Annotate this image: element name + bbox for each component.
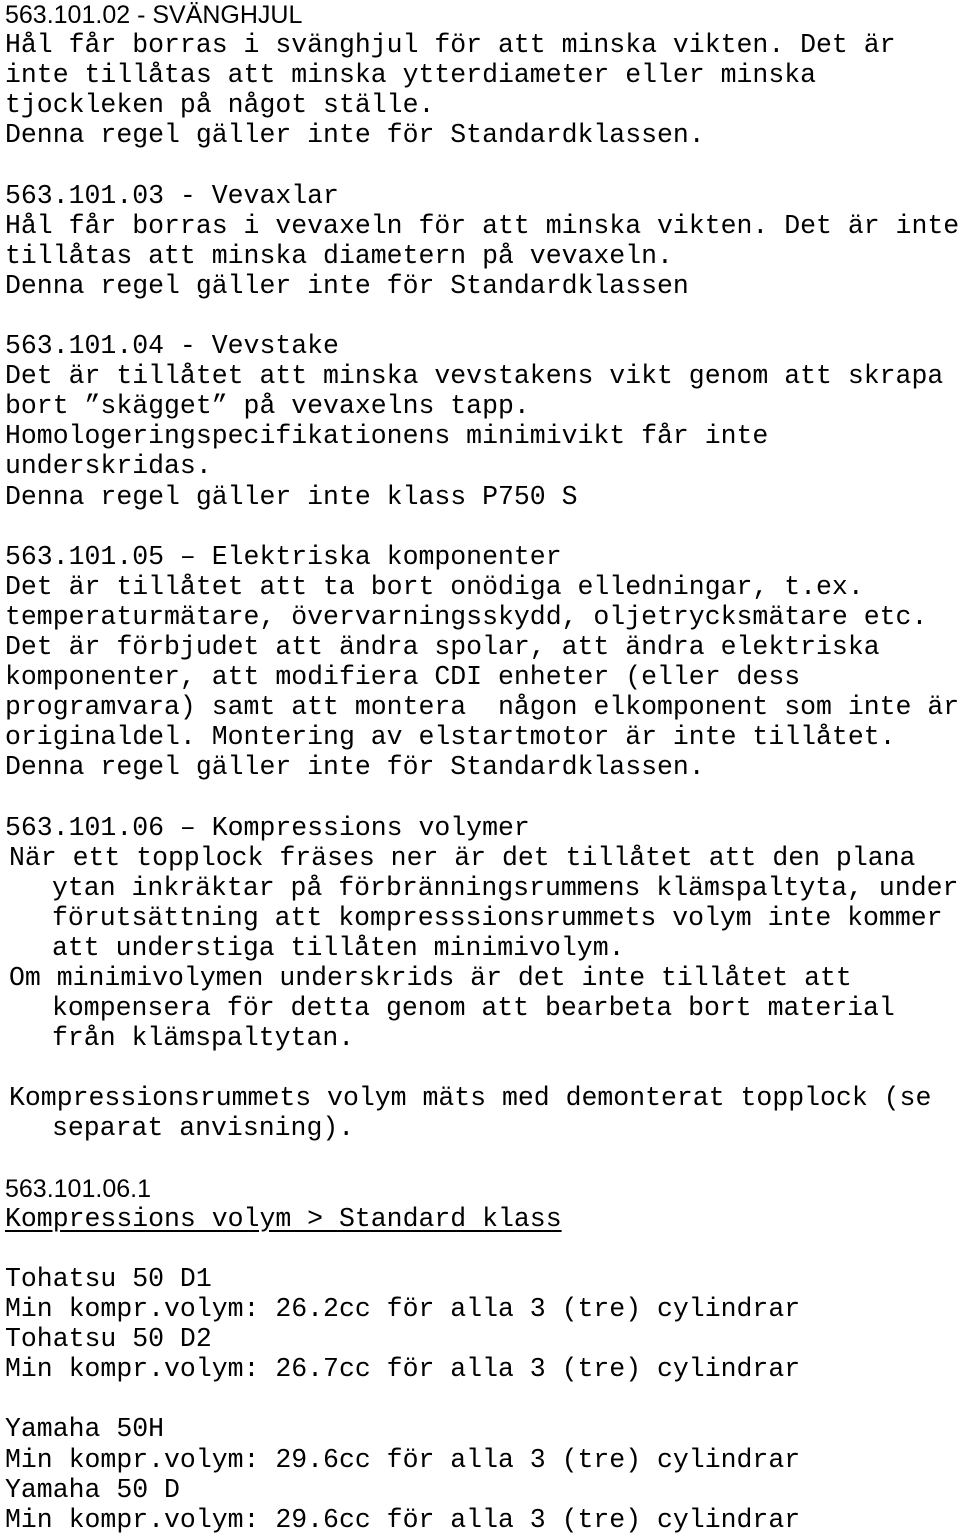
section-vevaxlar <box>5 181 960 301</box>
paragraph-line: Det är tillåtet att ta bort onödiga elledningar, t.ex. <box>5 571 864 602</box>
paragraph-line: underskridas. <box>5 451 212 482</box>
paragraph-line: Denna regel gäller inte för Standardklassen. <box>5 752 705 783</box>
paragraph-line: Om minimivolymen underskrids är det inte tillåtet att <box>9 963 852 993</box>
paragraph-line: tjockleken på något ställe. <box>5 90 435 121</box>
paragraph-line: Denna regel gäller inte för Standardklassen <box>5 270 689 301</box>
paragraph-line: Hål får borras i svänghjul för att minska vikten. Det är <box>5 30 896 61</box>
paragraph-line: Det är förbjudet att ändra spolar, att ändra elektriska <box>5 631 880 662</box>
model-name: Yamaha 50H <box>5 1414 165 1445</box>
paragraph-line: Det är tillåtet att minska vevstakens vikt genom att skrapa <box>5 361 944 392</box>
section-kompressions-volym-standard <box>5 1174 960 1535</box>
spacer <box>5 1144 960 1174</box>
spacer <box>5 150 960 180</box>
volume-spec: Min kompr.volym: 29.6cc för alla 3 (tre) cylindrar <box>5 1504 801 1535</box>
hanging-paragraph <box>5 963 960 1053</box>
paragraph-line: inte tillåtas att minska ytterdiameter eller minska <box>5 60 817 91</box>
paragraph-line: från klämspaltytan. <box>52 1023 355 1054</box>
paragraph-line: ytan inkräktar på förbränningsrummens klämspaltyta, under <box>52 872 959 903</box>
paragraph-line: Denna regel gäller inte för Standardklassen. <box>5 120 705 151</box>
section-vevstake <box>5 331 960 512</box>
paragraph-line: att understiga tillåten minimivolym. <box>52 932 625 963</box>
paragraph-line: tillåtas att minska diametern på vevaxeln. <box>5 240 673 271</box>
volume-spec: Min kompr.volym: 26.7cc för alla 3 (tre) cylindrar <box>5 1354 801 1385</box>
section-heading: 563.101.06 – Kompressions volymer <box>5 812 530 843</box>
paragraph-line: originaldel. Montering av elstartmotor är inte tillåtet. <box>5 722 896 753</box>
paragraph-line: kompensera för detta genom att bearbeta bort material <box>52 993 895 1024</box>
paragraph-line: bort ”skägget” på vevaxelns tapp. <box>5 391 530 422</box>
section-heading: 563.101.06.1 <box>5 1174 151 1203</box>
section-svanghjul <box>5 0 960 150</box>
paragraph-line: temperaturmätare, övervarningsskydd, oljetrycksmätare etc. <box>5 601 928 632</box>
model-name: Yamaha 50 D <box>5 1474 180 1505</box>
paragraph-line: förutsättning att kompresssionsrummets volym inte kommer <box>52 902 943 933</box>
section-heading: 563.101.05 – Elektriska komponenter <box>5 541 562 572</box>
hanging-paragraph <box>5 843 960 963</box>
section-heading: 563.101.04 - Vevstake <box>5 331 339 362</box>
section-elektriska-komponenter <box>5 542 960 783</box>
document-page <box>5 0 960 1535</box>
paragraph-line: programvara) samt att montera någon elkomponent som inte är <box>5 692 960 723</box>
section-kompressions-volymer <box>5 813 960 1144</box>
spacer <box>5 512 960 542</box>
volume-spec: Min kompr.volym: 29.6cc för alla 3 (tre) cylindrar <box>5 1444 801 1475</box>
paragraph-line: När ett topplock fräses ner är det tillåtet att den plana <box>9 842 916 873</box>
spacer <box>5 1053 960 1083</box>
section-subheading <box>5 1204 960 1234</box>
hanging-paragraph <box>5 1083 960 1143</box>
underlined-subheading: Kompressions volym > Standard klass <box>5 1203 562 1234</box>
model-name: Tohatsu 50 D1 <box>5 1263 212 1294</box>
paragraph-line: Homologeringspecifikationens minimivikt får inte <box>5 421 769 452</box>
spacer <box>5 301 960 331</box>
paragraph-line: Kompressionsrummets volym mäts med demonterat topplock (se <box>9 1083 932 1114</box>
paragraph-line: Denna regel gäller inte klass P750 S <box>5 481 578 512</box>
spacer <box>5 782 960 812</box>
section-heading: 563.101.02 - SVÄNGHJUL <box>5 1 303 29</box>
model-name: Tohatsu 50 D2 <box>5 1324 212 1355</box>
section-heading: 563.101.03 - Vevaxlar <box>5 180 339 211</box>
paragraph-line: komponenter, att modifiera CDI enheter (eller dess <box>5 662 801 693</box>
volume-spec: Min kompr.volym: 26.2cc för alla 3 (tre) cylindrar <box>5 1294 801 1325</box>
spacer <box>5 1234 960 1264</box>
paragraph-line: Hål får borras i vevaxeln för att minska vikten. Det är inte <box>5 210 960 241</box>
paragraph-line: separat anvisning). <box>52 1113 355 1144</box>
spacer <box>5 1384 960 1414</box>
